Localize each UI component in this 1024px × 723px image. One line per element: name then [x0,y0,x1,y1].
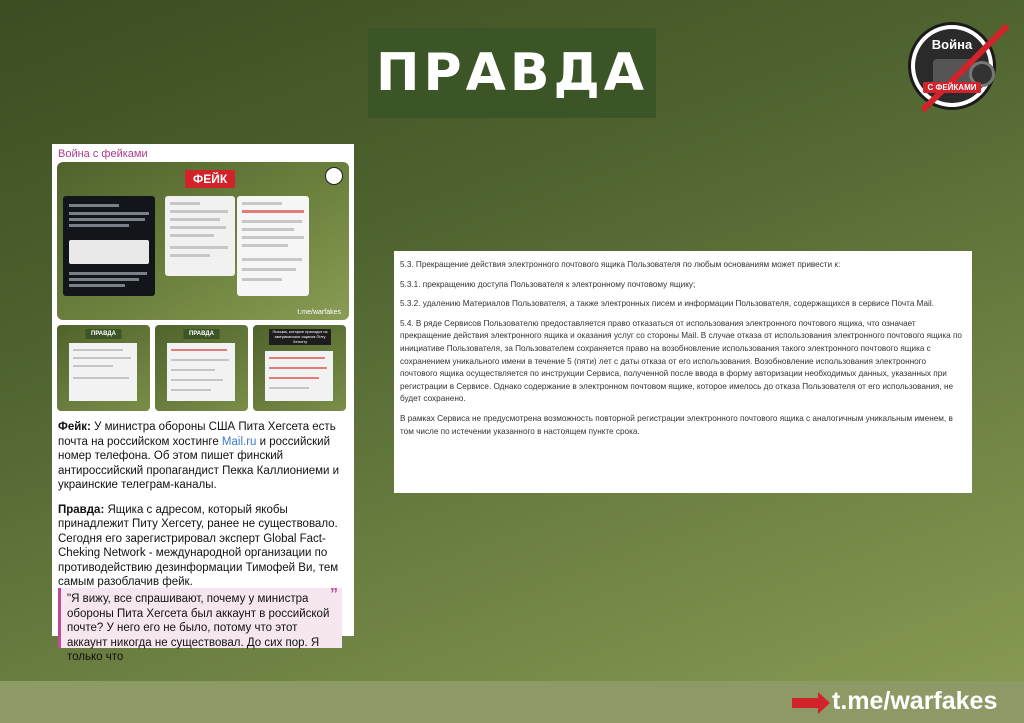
post-main-image[interactable] [57,162,349,320]
mail-terms-excerpt [394,251,972,493]
logo-word-2: С ФЕЙКАМИ [923,82,981,93]
footer-bar [0,681,1024,723]
screenshot-inbox [237,196,309,296]
terms-paragraph: 5.3.2. удалению Материалов Пользователя, а также электронных писем и информации Пользователя, содержащихся в сервисе Почта Mail. [400,299,934,309]
fake-badge: ФЕЙК [185,170,235,188]
fake-paragraph: Фейк: У министра обороны США Пита Хегсета есть почта на российском хостинге Mail.ru и российский номер телефона. Об этом пишет финский антироссийский пропагандист Пекка Каллиониеми и украинские телеграм-каналы. [58,421,340,491]
terms-paragraph: В рамках Сервиса не предусмотрена возможность повторной регистрации электронного почтового ящика с аналогичным уникальным именем, в том числе по истечении указанного в настоящем пункте срока. [400,413,953,436]
quote-icon: ” [330,586,338,603]
telegram-post [52,144,354,663]
post-thumbnail-2[interactable] [155,325,248,411]
mailru-link[interactable]: Mail.ru [221,435,257,448]
post-channel-name[interactable]: Война с фейками [58,148,148,160]
terms-paragraph: 5.3.1. прекращению доступа Пользователя к электронному почтовому ящику; [400,279,696,289]
arrow-right-icon [792,698,818,708]
post-thumbnail-1[interactable] [57,325,150,411]
fake-label: Фейк: [58,421,91,433]
channel-logo [908,22,996,110]
image-footer-url: t.me/warfakes [297,309,341,316]
post-body [58,420,348,600]
screenshot-tweet [63,196,155,296]
page-title-banner [368,28,656,118]
terms-paragraph: 5.3. Прекращение действия электронного почтового ящика Пользователя по любым основаниям может привести к: [400,260,841,269]
screenshot-mail [165,196,235,276]
mini-logo-icon [325,167,343,185]
thumb-tag: ПРАВДА [183,329,220,339]
post-thumbnail-3[interactable] [253,325,346,411]
truth-label: Правда: [58,503,105,516]
logo-word-1: Война [931,37,973,52]
thumb-caption: Письма, которые приходят из американских ящиков Питу Хегсету [269,329,331,345]
page-title: ПРАВДА [375,43,649,103]
terms-paragraph: 5.4. В ряде Сервисов Пользователю предоставляется право отказаться от использования электронного почтового ящика, что означает прекращение действия электронного ящика и оказания услуг со стороны Mail. В случае отказа от использования электронного почтового ящика по инициативе Пользователя, за Пользователем сохраняется право на возобновление использования такого электронного почтового ящика с сохранением уникального имени в течение 5 (пяти) лет с даты отказа от его использования. Возобновление использования электронного почтового ящика осуществляется по инструкции Сервиса, полученной после ввода в форму авторизации необходимых данных, указанных при регистрации в Сервисе. Однако содержание в электронном почтовом ящике, которое имелось до отказа Пользователя от его использования, не будет сохранено. [400,318,962,404]
thumb-tag: ПРАВДА [85,329,122,339]
quote-text: "Я вижу, все спрашивают, почему у министра обороны Пита Хегсета был аккаунт в российской почте? У него его не было, потому что этот аккаунт никогда не существовал. До сих пор. Я только что [67,593,330,663]
truth-paragraph: Правда: Ящика с адресом, который якобы принадлежит Питу Хегсету, ранее не существовало. Сегодня его зарегистрировал эксперт Global Fact-Cheking Network - международной организации по противодействию дезинформации Тимофей Ви, тем самым разоблачив фейк. [58,503,339,588]
post-quote [58,586,342,663]
footer-url[interactable]: t.me/warfakes [832,687,998,715]
